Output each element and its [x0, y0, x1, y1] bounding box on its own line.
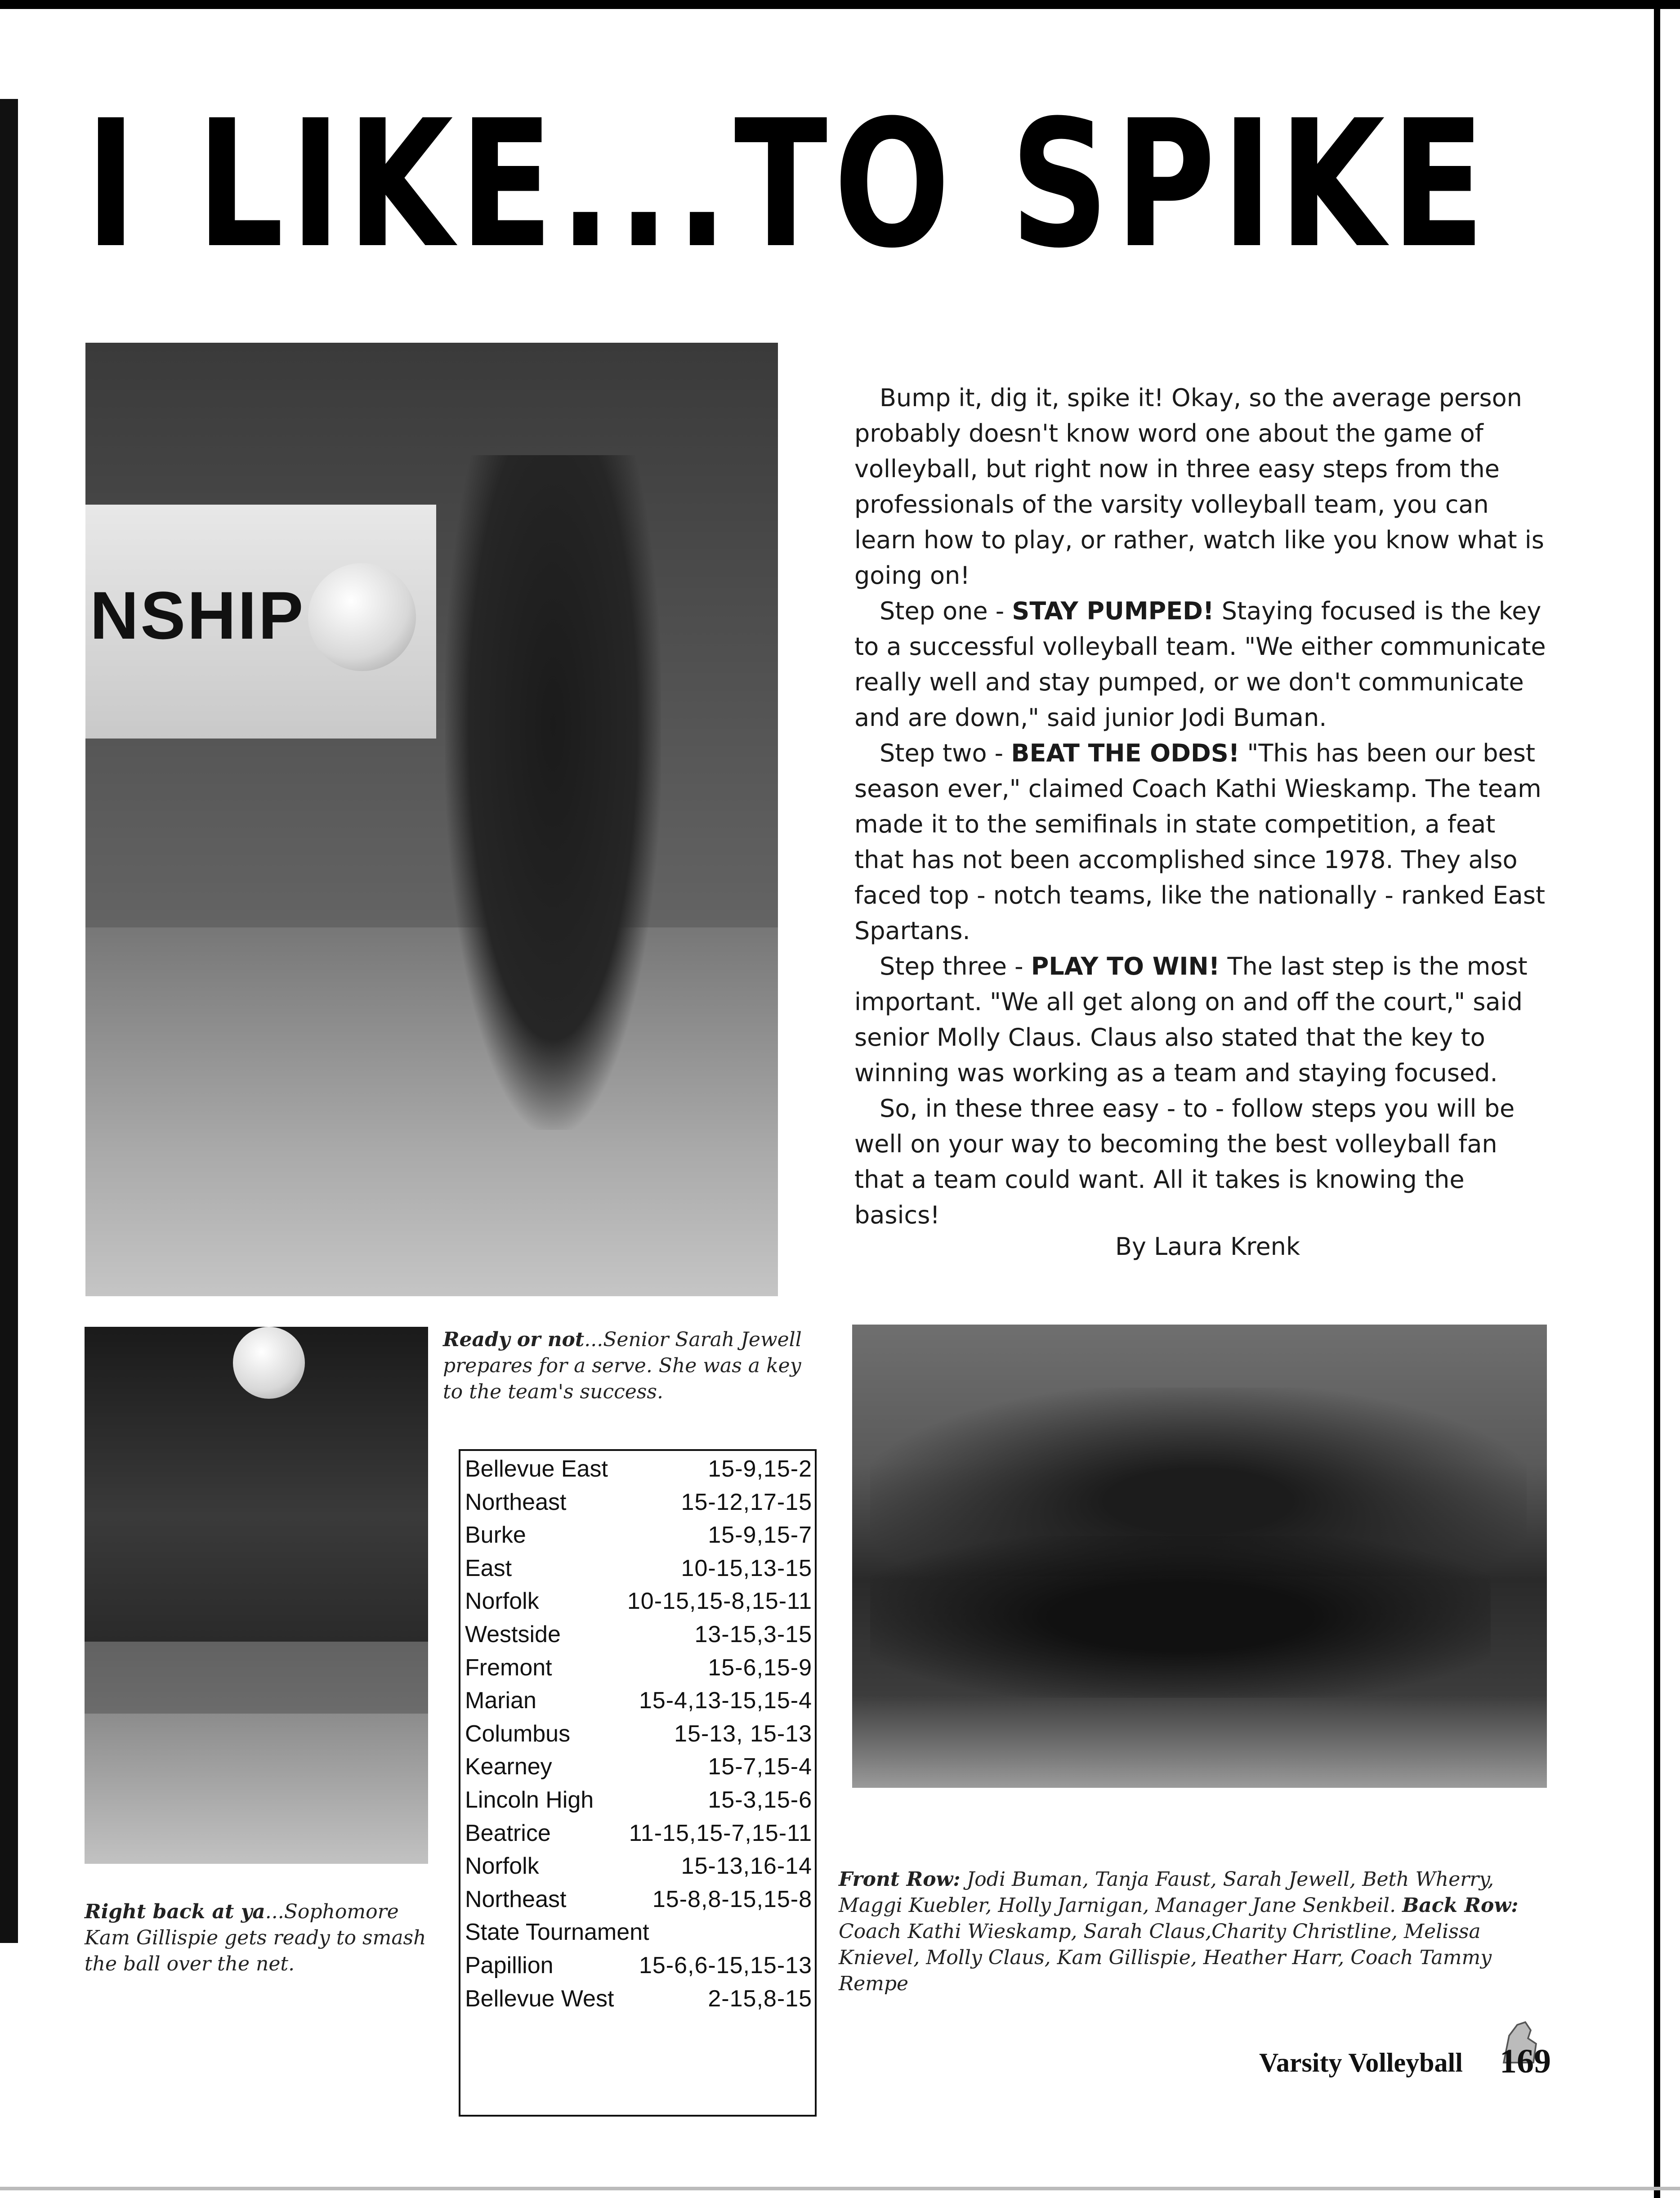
- score-opponent: Columbus: [465, 1720, 571, 1747]
- score-opponent: Bellevue West: [465, 1985, 614, 2012]
- score-row: [465, 1652, 812, 1685]
- team-photo: [852, 1325, 1547, 1788]
- score-opponent: Fremont: [465, 1654, 552, 1681]
- score-opponent: Beatrice: [465, 1820, 551, 1846]
- step-heading: PLAY TO WIN!: [1031, 952, 1220, 980]
- score-row: [465, 1883, 812, 1916]
- score-row: [465, 1585, 812, 1618]
- score-row: [465, 1519, 812, 1552]
- page-border-bottom: [0, 2187, 1680, 2190]
- score-result: 15-9,15-7: [708, 1522, 812, 1549]
- page-border-top: [0, 0, 1680, 9]
- article-body: [854, 380, 1547, 1233]
- score-opponent: Burke: [465, 1522, 526, 1549]
- score-row: [465, 1486, 812, 1519]
- score-row: [465, 1750, 812, 1784]
- score-result: 15-3,15-6: [708, 1786, 812, 1813]
- main-photo: [85, 343, 778, 1296]
- page-border-right: [1654, 0, 1660, 2198]
- article-paragraph: Bump it, dig it, spike it! Okay, so the average person probably doesn't know word one about the game of volleyball, but right now in three easy steps from the professionals of the varsity volleyball team, you can learn how to play, or rather, watch like you know what is going on!: [854, 384, 1544, 590]
- page-number: 169: [1500, 2042, 1551, 2080]
- banner-text: NSHIP: [90, 577, 305, 653]
- score-result: 15-9,15-2: [708, 1456, 812, 1482]
- gym-floor: [85, 1714, 428, 1864]
- score-result: 10-15,15-8,15-11: [627, 1588, 812, 1615]
- score-row: [465, 1684, 812, 1718]
- article-paragraph: Step three - PLAY TO WIN! The last step is the most important. "We all get along on and off the court," said senior Molly Claus. Claus also stated that the key to winning was working as a team and staying focused.: [854, 952, 1528, 1087]
- score-result: 15-13,16-14: [681, 1853, 812, 1880]
- score-opponent: Lincoln High: [465, 1786, 594, 1813]
- score-result: 15-8,8-15,15-8: [652, 1886, 812, 1912]
- volleyball: [308, 563, 416, 671]
- score-row: [465, 1983, 812, 2016]
- score-result: 15-6,6-15,15-13: [639, 1952, 812, 1979]
- score-row: [465, 1552, 812, 1585]
- score-result: 13-15,3-15: [694, 1621, 812, 1647]
- article-paragraph: Step one - STAY PUMPED! Staying focused is the key to a successful volleyball team. "We either communicate really well and stay pumped, or we don't communicate and are down," said junior Jodi Buman.: [854, 597, 1546, 732]
- score-result: 11-15,15-7,15-11: [629, 1820, 812, 1846]
- score-result: 2-15,8-15: [708, 1985, 812, 2012]
- score-row: [465, 1817, 812, 1850]
- season-scores-table: [459, 1449, 817, 2117]
- caption-front-lead: Front Row:: [839, 1868, 961, 1891]
- byline: By Laura Krenk: [1115, 1232, 1300, 1261]
- volleyball: [233, 1327, 305, 1399]
- court-floor: [85, 927, 778, 1296]
- score-row: [465, 1916, 812, 1949]
- score-opponent: Northeast: [465, 1489, 567, 1515]
- score-opponent: East: [465, 1555, 512, 1581]
- caption-lead: Right back at ya: [85, 1900, 265, 1923]
- score-opponent: Kearney: [465, 1754, 552, 1780]
- score-result: 15-7,15-4: [708, 1754, 812, 1780]
- score-result: 10-15,13-15: [681, 1555, 812, 1581]
- score-row: [465, 1618, 812, 1652]
- caption-back-lead: Back Row:: [1402, 1894, 1519, 1917]
- score-result: 15-13, 15-13: [674, 1720, 812, 1747]
- score-opponent: Bellevue East: [465, 1456, 608, 1482]
- score-opponent: Westside: [465, 1621, 561, 1647]
- page-border-left: [0, 99, 18, 1943]
- score-row: [465, 1784, 812, 1817]
- team-photo-caption: Front Row: Jodi Buman, Tanja Faust, Sarah Jewell, Beth Wherry, Maggi Kuebler, Holly Jarnigan, Manager Jane Senkbeil. Back Row: Coach Kathi Wieskamp, Sarah Claus,Charity Christline, Melissa Knievel, Molly Claus, Kam Gillispie, Heather Harr, Coach Tammy Rempe: [839, 1868, 1519, 1995]
- page-headline: I LIKE...TO SPIKE: [85, 82, 1491, 287]
- score-result: 15-12,17-15: [681, 1489, 812, 1515]
- score-opponent: Northeast: [465, 1886, 567, 1912]
- score-opponent: Norfolk: [465, 1853, 539, 1880]
- score-opponent: Norfolk: [465, 1588, 539, 1615]
- score-opponent: Papillion: [465, 1952, 554, 1979]
- score-opponent: Marian: [465, 1688, 536, 1714]
- player-figure: [445, 455, 661, 1130]
- small-photo-caption: Right back at ya...Sophomore Kam Gillispie gets ready to smash the ball over the net.: [85, 1900, 426, 1975]
- footer-section-title: Varsity Volleyball: [1259, 2048, 1463, 2077]
- caption-lead: Ready or not: [443, 1328, 585, 1351]
- article-paragraph: Step two - BEAT THE ODDS! "This has been our best season ever," claimed Coach Kathi Wieskamp. The team made it to the semifinals in state competition, a feat that has not been accomplished since 1978. They also faced top - notch teams, like the nationally - ranked East Spartans.: [854, 739, 1546, 945]
- score-result: 15-4,13-15,15-4: [639, 1688, 812, 1714]
- score-row: [465, 1718, 812, 1751]
- score-row: [465, 1453, 812, 1486]
- step-heading: STAY PUMPED!: [1012, 597, 1214, 625]
- article-paragraph: So, in these three easy - to - follow steps you will be well on your way to becoming the best volleyball fan that a team could want. All it takes is knowing the basics!: [854, 1094, 1515, 1229]
- main-photo-caption: Ready or not...Senior Sarah Jewell prepares for a serve. She was a key to the team's success.: [443, 1328, 802, 1403]
- score-opponent: State Tournament: [465, 1919, 649, 1946]
- score-row: [465, 1850, 812, 1883]
- score-result: 15-6,15-9: [708, 1654, 812, 1681]
- score-row: [465, 1949, 812, 1983]
- step-heading: BEAT THE ODDS!: [1011, 739, 1240, 767]
- team-front-row: [870, 1536, 1491, 1698]
- small-photo: [85, 1327, 428, 1864]
